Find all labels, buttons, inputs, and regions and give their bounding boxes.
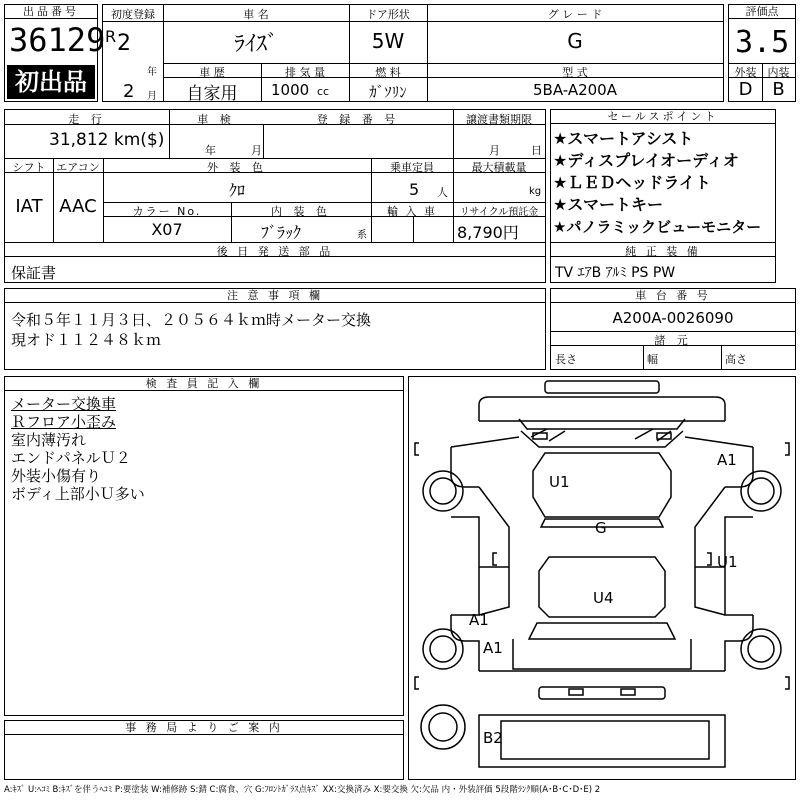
office-box: [4, 720, 404, 780]
int-color: ﾌﾞﾗｯｸ: [261, 223, 302, 242]
name-label: 車 名: [243, 8, 269, 21]
damage-mark: A1: [717, 451, 737, 469]
reg-label: 初度登録: [111, 8, 155, 21]
damage-mark: G: [595, 519, 607, 537]
sales-item: ★ディスプレイオーディオ: [553, 151, 739, 170]
fuel-label: 燃 料: [375, 66, 401, 79]
mileage-label: 走 行: [68, 113, 106, 126]
sales-label: セールスポイント: [551, 110, 775, 124]
shift-label: シフト: [12, 161, 46, 174]
door-type: 5W: [371, 29, 405, 53]
shift: IAT: [15, 196, 43, 217]
damage-mark: U1: [717, 553, 738, 571]
chassis-label: 車 台 番 号: [551, 289, 795, 303]
sales-item: ★パノラミックビューモニター: [553, 218, 762, 236]
color-label: 外 装 色: [207, 161, 267, 174]
fuel: ｶﾞｿﾘﾝ: [369, 83, 407, 101]
capacity: 5: [409, 180, 420, 199]
inspector-line: 室内薄汚れ: [11, 431, 87, 449]
inspector-line: Ｒフロア小歪み: [11, 413, 117, 431]
inspector-label: 検 査 員 記 入 欄: [5, 377, 403, 391]
ac-label: エアコン: [56, 161, 100, 174]
load-label: 最大積載量: [471, 161, 527, 174]
inspector-line: 外装小傷有り: [11, 467, 102, 485]
ext-label: 外装: [734, 66, 757, 79]
import-label: 輸 入 車: [387, 205, 437, 218]
ext-grade: D: [738, 79, 753, 100]
height-label: 高さ: [725, 353, 747, 366]
plate-label: 登 録 番 号: [316, 113, 400, 126]
lot-box: [4, 4, 106, 102]
model: 5BA-A200A: [532, 81, 617, 99]
damage-mark: A1: [483, 639, 503, 657]
history: 自家用: [186, 84, 238, 104]
chassis-box: [550, 288, 796, 370]
notes-line: 令和５年１１月３日、２０５６４ｋｍ時メーター交換: [11, 311, 372, 329]
inspector-line: ボディ上部小Ｕ多い: [11, 485, 145, 503]
width-label: 幅: [647, 353, 658, 366]
model-label: 型 式: [562, 66, 588, 79]
header-table: [102, 4, 724, 102]
history-label: 車 歴: [199, 66, 225, 79]
car-name: ﾗｲｽﾞ: [233, 32, 278, 57]
inspector-box: [4, 376, 404, 716]
notes-box: [4, 288, 546, 370]
int-grade: B: [772, 79, 785, 100]
capacity-unit: 人: [437, 186, 448, 199]
office-label: 事 務 局 よ り ご 案 内: [5, 721, 403, 735]
equipment-label: 純 正 装 備: [625, 245, 701, 258]
grade: G: [567, 29, 583, 53]
insp-month: 月: [251, 144, 262, 157]
score: 3.5: [735, 25, 790, 60]
transfer-day: 日: [531, 144, 542, 157]
month-unit: 月: [147, 91, 157, 102]
color-no: X07: [151, 220, 183, 239]
later-parts: 保証書: [11, 264, 57, 282]
damage-mark: U4: [593, 589, 614, 607]
mileage: 31,812 km($): [49, 130, 165, 150]
legend: A:ｷｽﾞ U:ﾍｺﾐ B:ｷｽﾞを伴うﾍｺﾐ P:要塗装 W:補修跡 S:錆 C:腐食、穴 G:ﾌﾛﾝﾄｶﾞﾗｽ点ｷｽﾞ XX:交換済み X:要交換 欠:欠品 内・外装評価 5段階ﾗﾝｸ順(A･B･C･D･E) 2: [4, 785, 601, 795]
score-box: [728, 4, 796, 102]
damage-mark: U1: [549, 473, 570, 491]
year-unit: 年: [147, 67, 157, 78]
ac: AAC: [59, 196, 97, 217]
lot-number: 36129: [9, 21, 106, 59]
score-label: 評価点: [729, 5, 795, 19]
chassis-number: A200A-0026090: [612, 309, 734, 327]
sales-item: ★スマートキー: [553, 195, 664, 214]
damage-mark: B2: [483, 729, 503, 747]
cc-unit: cc: [317, 85, 330, 98]
recycle-fee: 8,790円: [457, 223, 519, 242]
notes-label: 注 意 事 項 欄: [5, 289, 545, 303]
era: R: [105, 27, 117, 46]
equipment: TV ｴｱB ｱﾙﾐ PS PW: [555, 265, 676, 281]
color-no-label: カラー No.: [132, 205, 202, 218]
displacement: 1000: [271, 81, 310, 99]
reg-month: 2: [123, 81, 135, 102]
inspector-line: エンドパネルＵ２: [11, 449, 131, 467]
damage-mark: A1: [469, 611, 489, 629]
door-label: ドア形状: [366, 8, 410, 21]
insp-year: 年: [205, 144, 216, 157]
dims-label: 諸 元: [654, 334, 692, 347]
later-label: 後 日 発 送 部 品: [216, 245, 334, 258]
int-color-unit: 系: [357, 230, 367, 241]
first-listing-badge: 初出品: [7, 65, 95, 99]
sales-item: ★ＬＥＤヘッドライト: [553, 173, 711, 192]
grade-label: グ レ ー ド: [547, 8, 603, 21]
int-label: 内装: [767, 66, 790, 79]
inspection-label: 車 検: [197, 113, 235, 126]
inspector-line: メーター交換車: [11, 395, 117, 413]
load-unit: kg: [529, 186, 542, 197]
color: ｸﾛ: [228, 181, 245, 200]
car-diagram-box: [408, 376, 796, 780]
int-color-label: 内 装 色: [271, 205, 331, 218]
notes-line: 現オド１１２４８ｋｍ: [11, 331, 162, 349]
sales-points-box: [550, 109, 776, 283]
sales-item: ★スマートアシスト: [553, 129, 694, 148]
reg-year: 2: [117, 31, 131, 56]
vehicle-info-table: [4, 109, 546, 283]
transfer-month: 月: [489, 144, 500, 157]
recycle-label: リサイクル預託金: [459, 207, 539, 218]
transfer-label: 譲渡書類期限: [466, 113, 532, 126]
displacement-label: 排 気 量: [285, 66, 325, 79]
car-diagram: [409, 377, 795, 779]
length-label: 長さ: [555, 353, 577, 366]
lot-label: 出品番号: [5, 5, 97, 19]
capacity-label: 乗車定員: [390, 161, 434, 174]
